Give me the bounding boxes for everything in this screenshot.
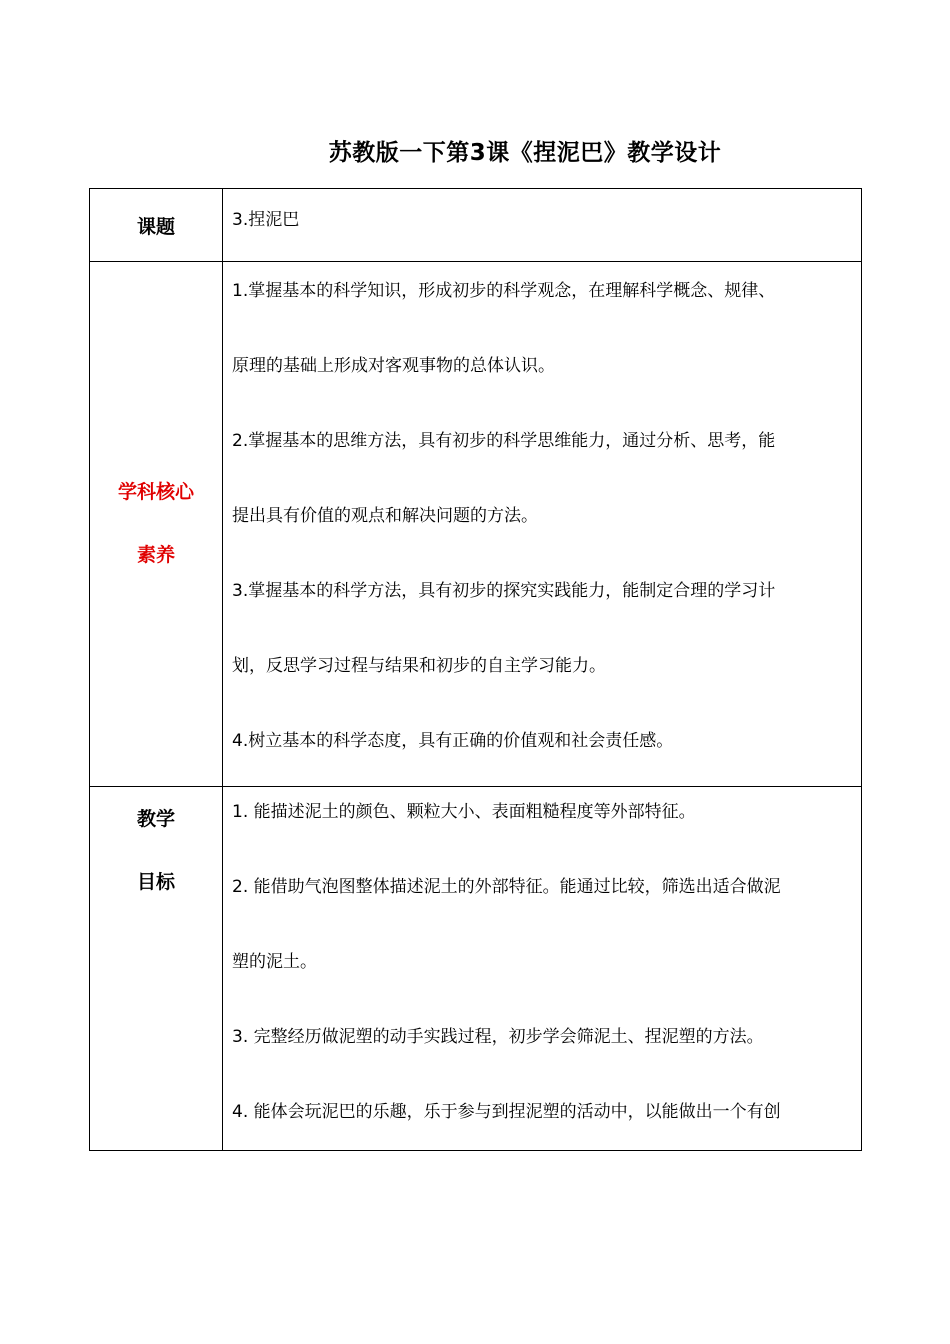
- table-row-topic: [90, 189, 862, 262]
- teaching-goal-line: 4. 能体会玩泥巴的乐趣，乐于参与到捏泥塑的活动中，以能做出一个有创: [232, 1102, 781, 1122]
- table-row-core-literacy: [90, 262, 862, 787]
- teaching-goal-line: 1. 能描述泥土的颜色、颗粒大小、表面粗糙程度等外部特征。: [232, 802, 696, 822]
- teaching-goal-line: 塑的泥土。: [232, 952, 317, 972]
- page-title: 苏教版一下第3课《捏泥巴》教学设计: [328, 140, 722, 166]
- teaching-goals-label: [90, 787, 223, 1151]
- core-literacy-label-line: 学科核心: [117, 481, 194, 503]
- core-literacy-line: 划，反思学习过程与结果和初步的自主学习能力。: [232, 656, 606, 676]
- core-literacy-line: 原理的基础上形成对客观事物的总体认识。: [232, 356, 555, 376]
- core-literacy-content: [223, 262, 862, 787]
- teaching-goals-content: [223, 787, 862, 1151]
- core-literacy-line: 4.树立基本的科学态度，具有正确的价值观和社会责任感。: [232, 731, 674, 751]
- table-row-teaching-goals: [90, 787, 862, 1151]
- core-literacy-label-line: 素养: [136, 544, 175, 566]
- topic-label: 课题: [90, 189, 223, 262]
- core-literacy-line: 2.掌握基本的思维方法，具有初步的科学思维能力，通过分析、思考，能: [232, 431, 776, 451]
- teaching-goals-label-line: 教学: [136, 808, 175, 830]
- core-literacy-line: 1.掌握基本的科学知识，形成初步的科学观念，在理解科学概念、规律、: [232, 281, 776, 301]
- teaching-goal-line: 2. 能借助气泡图整体描述泥土的外部特征。能通过比较，筛选出适合做泥: [232, 877, 781, 897]
- teaching-goal-line: 3. 完整经历做泥塑的动手实践过程，初步学会筛泥土、捏泥塑的方法。: [232, 1027, 764, 1047]
- core-literacy-label: [90, 262, 223, 787]
- core-literacy-line: 3.掌握基本的科学方法，具有初步的探究实践能力，能制定合理的学习计: [232, 581, 776, 601]
- teaching-goals-label-line: 目标: [136, 871, 175, 893]
- lesson-design-table: [89, 188, 862, 1151]
- topic-value: 3.捏泥巴: [223, 189, 862, 262]
- core-literacy-line: 提出具有价值的观点和解决问题的方法。: [232, 506, 538, 526]
